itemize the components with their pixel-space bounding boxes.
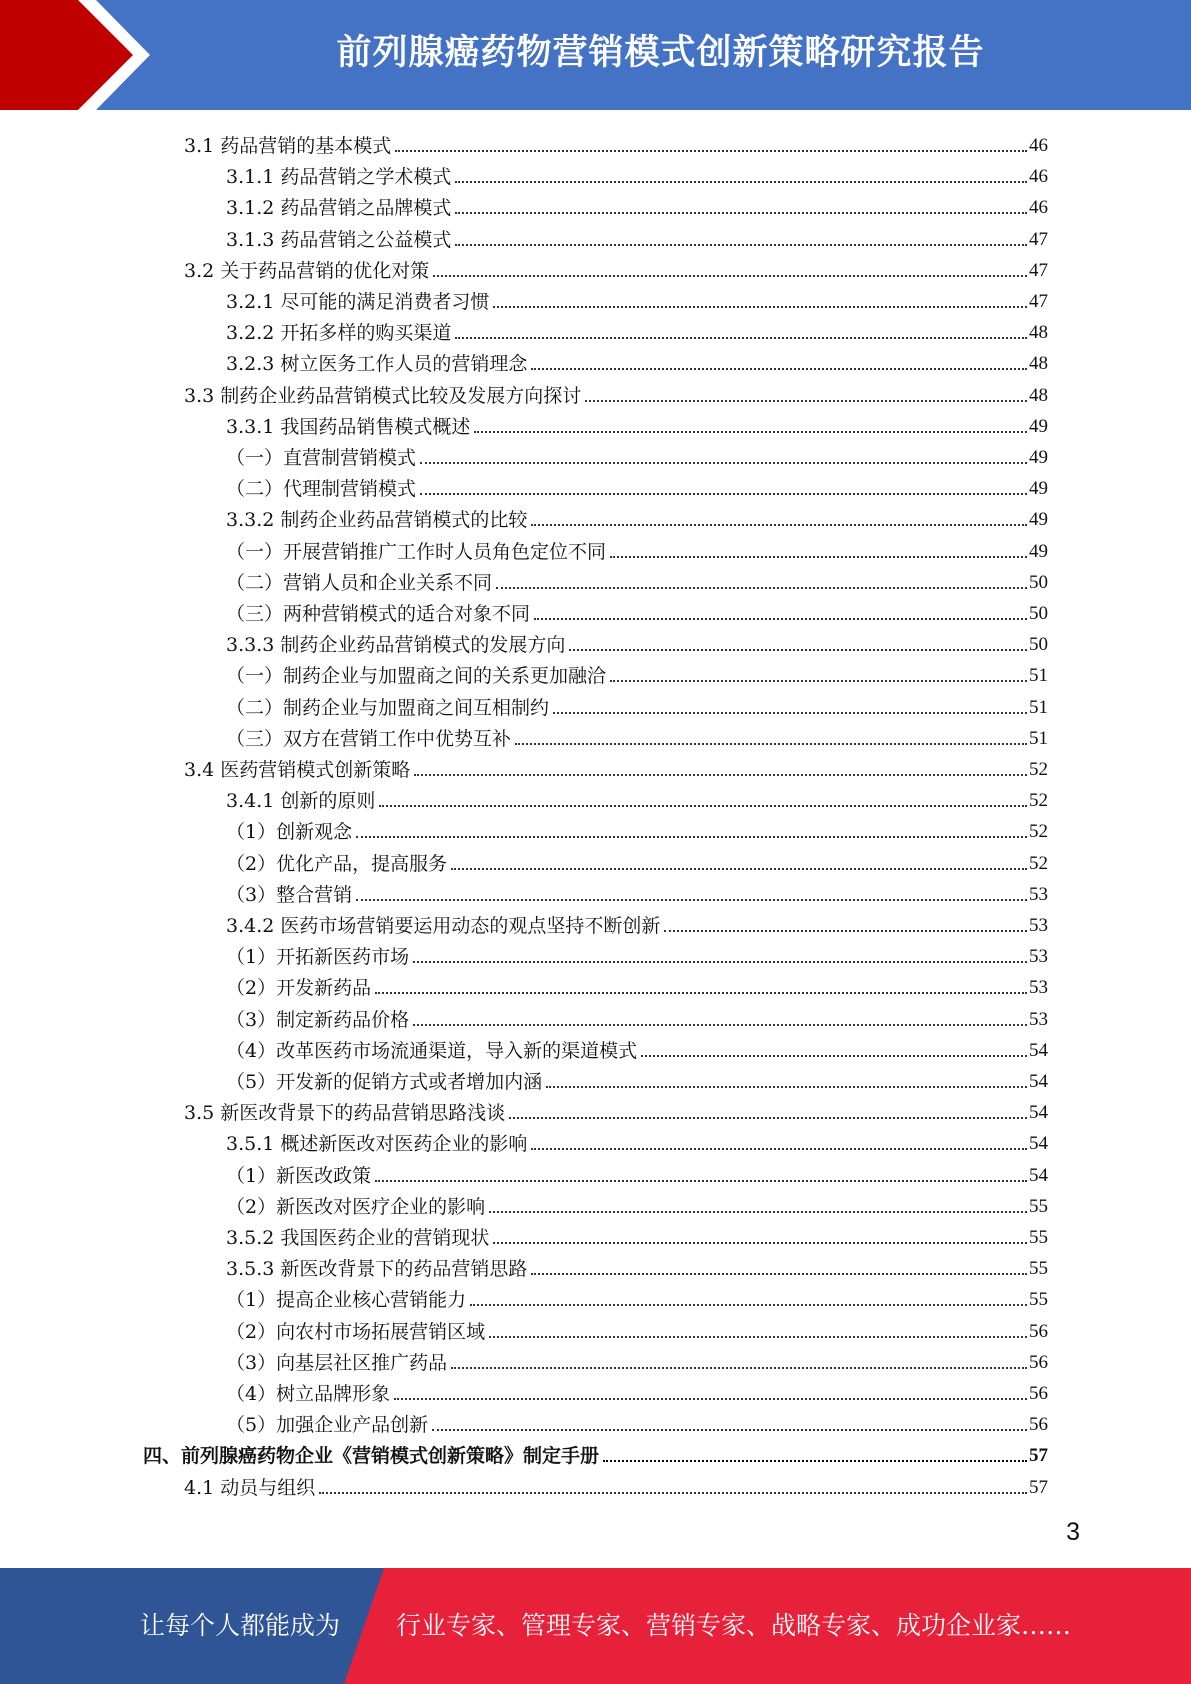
- toc-entry-label: 3.5.2 我国医药企业的营销现状: [226, 1227, 490, 1249]
- toc-entry[interactable]: [226, 814, 1048, 845]
- toc-entry-page: 46: [1029, 166, 1048, 188]
- toc-dot-leader: [356, 836, 1027, 838]
- toc-entry-page: 52: [1029, 821, 1048, 843]
- toc-dot-leader: [455, 212, 1027, 214]
- toc-entry-label: 3.3.1 我国药品销售模式概述: [226, 415, 471, 438]
- toc-entry[interactable]: [226, 658, 1048, 689]
- toc-entry[interactable]: [226, 409, 1048, 440]
- toc-entry[interactable]: [184, 253, 1048, 284]
- toc-entry-page: 47: [1029, 291, 1048, 312]
- toc-entry-page: 52: [1029, 759, 1048, 780]
- toc-entry-page: 52: [1029, 852, 1048, 874]
- toc-dot-leader: [493, 1242, 1027, 1244]
- toc-entry-page: 49: [1029, 415, 1048, 437]
- toc-entry-page: 54: [1029, 1164, 1048, 1186]
- toc-dot-leader: [433, 275, 1027, 277]
- toc-entry-page: 48: [1029, 353, 1048, 375]
- toc-entry-page: 46: [1029, 197, 1048, 219]
- toc-dot-leader: [534, 618, 1027, 620]
- toc-dot-leader: [319, 1492, 1027, 1494]
- toc-entry-label: （2）开发新药品: [226, 977, 372, 1000]
- toc-entry-page: 57: [1029, 1445, 1048, 1467]
- toc-entry-label: 3.2.3 树立医务工作人员的营销理念: [226, 353, 528, 376]
- toc-entry[interactable]: [226, 1282, 1048, 1313]
- toc-dot-leader: [414, 774, 1027, 776]
- toc-entry-label: （1）新医改政策: [226, 1164, 372, 1187]
- toc-entry-page: 49: [1029, 509, 1048, 531]
- toc-dot-leader: [664, 930, 1027, 932]
- toc-dot-leader: [553, 712, 1027, 714]
- toc-entry-page: 56: [1029, 1383, 1048, 1404]
- header-banner: [0, 0, 1191, 110]
- toc-entry-label: 3.2.1 尽可能的满足消费者习惯: [226, 291, 490, 313]
- toc-entry-label: 3.1.3 药品营销之公益模式: [226, 228, 452, 251]
- toc-dot-leader: [493, 306, 1027, 308]
- toc-dot-leader: [610, 556, 1027, 558]
- toc-dot-leader: [531, 1148, 1027, 1150]
- toc-dot-leader: [569, 649, 1027, 651]
- toc-entry[interactable]: [143, 1438, 1048, 1469]
- toc-dot-leader: [531, 368, 1027, 370]
- toc-entry-page: 50: [1029, 634, 1048, 656]
- footer-banner: [0, 1568, 1191, 1684]
- toc-entry-label: （5）开发新的促销方式或者增加内涵: [226, 1071, 543, 1093]
- toc-entry[interactable]: [226, 222, 1048, 253]
- toc-dot-leader: [531, 1273, 1027, 1275]
- toc-dot-leader: [515, 743, 1027, 745]
- toc-dot-leader: [641, 1055, 1027, 1057]
- toc-entry-page: 51: [1029, 696, 1048, 718]
- toc-entry-label: （3）整合营销: [226, 883, 353, 906]
- toc-entry-label: 3.5.3 新医改背景下的药品营销思路: [226, 1258, 528, 1281]
- toc-entry-page: 54: [1029, 1071, 1048, 1092]
- toc-dot-leader: [420, 462, 1027, 464]
- toc-entry[interactable]: [226, 939, 1048, 970]
- toc-entry-label: （一）制药企业与加盟商之间的关系更加融洽: [226, 665, 607, 688]
- toc-entry[interactable]: [226, 471, 1048, 502]
- toc-entry-label: （2）向农村市场拓展营销区域: [226, 1320, 486, 1343]
- toc-entry-page: 54: [1029, 1102, 1048, 1124]
- toc-entry-page: 49: [1029, 540, 1048, 562]
- toc-dot-leader: [395, 150, 1027, 152]
- toc-entry-page: 56: [1029, 1320, 1048, 1342]
- toc-entry-page: 53: [1029, 1008, 1048, 1030]
- toc-entry-label: （2）优化产品，提高服务: [226, 852, 448, 875]
- toc-dot-leader: [610, 680, 1027, 682]
- toc-entry-label: （二）制药企业与加盟商之间互相制约: [226, 696, 550, 719]
- toc-entry[interactable]: [226, 1407, 1048, 1438]
- toc-entry[interactable]: [226, 1064, 1048, 1095]
- toc-entry-page: 54: [1029, 1133, 1048, 1155]
- toc-entry-label: （二）代理制营销模式: [226, 478, 417, 501]
- toc-entry-page: 55: [1029, 1195, 1048, 1217]
- toc-dot-leader: [546, 1086, 1027, 1088]
- toc-entry[interactable]: [226, 346, 1048, 377]
- toc-entry-page: 56: [1029, 1351, 1048, 1373]
- toc-dot-leader: [451, 1367, 1027, 1369]
- toc-entry-page: 48: [1029, 384, 1048, 406]
- toc-dot-leader: [356, 899, 1027, 901]
- toc-entry[interactable]: [226, 596, 1048, 627]
- toc-entry-label: 3.4.2 医药市场营销要运用动态的观点坚持不断创新: [226, 915, 661, 937]
- toc-entry-label: 3.5.1 概述新医改对医药企业的影响: [226, 1133, 528, 1156]
- toc-entry-page: 53: [1029, 883, 1048, 905]
- toc-entry[interactable]: [226, 877, 1048, 908]
- toc-dot-leader: [394, 1398, 1027, 1400]
- toc-dot-leader: [474, 431, 1027, 433]
- toc-entry-page: 57: [1029, 1476, 1048, 1498]
- toc-entry-label: （4）改革医药市场流通渠道，导入新的渠道模式: [226, 1039, 638, 1062]
- toc-entry-label: 4.1 动员与组织: [184, 1476, 316, 1499]
- footer-slogan-left: 让每个人都能成为: [140, 1611, 341, 1640]
- toc-entry-label: （2）新医改对医疗企业的影响: [226, 1195, 486, 1218]
- toc-entry[interactable]: [226, 502, 1048, 533]
- toc-entry[interactable]: [226, 284, 1048, 315]
- toc-dot-leader: [413, 961, 1027, 963]
- toc-entry[interactable]: [184, 1095, 1048, 1126]
- toc-entry[interactable]: [226, 627, 1048, 658]
- toc-entry-label: 3.3 制药企业药品营销模式比较及发展方向探讨: [184, 384, 582, 407]
- toc-entry-page: 53: [1029, 915, 1048, 936]
- toc-entry-page: 55: [1029, 1227, 1048, 1248]
- toc-entry-page: 49: [1029, 478, 1048, 500]
- toc-entry-label: （3）制定新药品价格: [226, 1008, 410, 1031]
- toc-entry-label: （一）直营制营销模式: [226, 447, 417, 469]
- toc-entry-page: 55: [1029, 1289, 1048, 1311]
- toc-entry-page: 51: [1029, 665, 1048, 687]
- toc-entry-label: 3.3.2 制药企业药品营销模式的比较: [226, 509, 528, 532]
- toc-entry-label: （1）提高企业核心营销能力: [226, 1289, 467, 1312]
- toc-entry-page: 52: [1029, 790, 1048, 812]
- page-number: 3: [1066, 1518, 1080, 1546]
- toc-dot-leader: [413, 1024, 1027, 1026]
- toc-entry-label: （一）开展营销推广工作时人员角色定位不同: [226, 540, 607, 563]
- toc-entry-label: （1）开拓新医药市场: [226, 946, 410, 969]
- toc-entry-label: （三）双方在营销工作中优势互补: [226, 727, 512, 750]
- toc-entry[interactable]: [226, 1314, 1048, 1345]
- toc-entry-label: 3.1 药品营销的基本模式: [184, 135, 392, 157]
- toc-entry[interactable]: [226, 440, 1048, 471]
- document-title: 前列腺癌药物营销模式创新策略研究报告: [336, 33, 985, 73]
- toc-entry[interactable]: [226, 970, 1048, 1001]
- toc-entry-label: 3.3.3 制药企业药品营销模式的发展方向: [226, 634, 566, 657]
- toc-entry-page: 48: [1029, 322, 1048, 344]
- toc-entry[interactable]: [226, 1345, 1048, 1376]
- toc-dot-leader: [489, 1211, 1027, 1213]
- header-arrow-graphic: [0, 0, 160, 110]
- toc-entry-page: 55: [1029, 1258, 1048, 1280]
- toc-entry-label: （4）树立品牌形象: [226, 1383, 391, 1405]
- toc-entry-page: 54: [1029, 1039, 1048, 1061]
- toc-dot-leader: [375, 992, 1027, 994]
- toc-entry[interactable]: [226, 315, 1048, 346]
- toc-entry[interactable]: [226, 159, 1048, 190]
- toc-entry-label: （5）加强企业产品创新: [226, 1414, 429, 1437]
- toc-entry[interactable]: [226, 721, 1048, 752]
- toc-dot-leader: [585, 400, 1027, 402]
- toc-entry[interactable]: [226, 1376, 1048, 1407]
- toc-entry[interactable]: [226, 846, 1048, 877]
- toc-dot-leader: [489, 1336, 1027, 1338]
- toc-entry-page: 46: [1029, 135, 1048, 156]
- toc-entry[interactable]: [226, 1158, 1048, 1189]
- toc-dot-leader: [470, 1304, 1027, 1306]
- toc-entry-page: 50: [1029, 603, 1048, 624]
- toc-entry-label: （二）营销人员和企业关系不同: [226, 571, 493, 594]
- toc-entry[interactable]: [184, 1470, 1048, 1501]
- toc-entry-page: 50: [1029, 571, 1048, 593]
- toc-entry-label: 3.1.1 药品营销之学术模式: [226, 166, 452, 189]
- toc-entry[interactable]: [226, 565, 1048, 596]
- toc-entry[interactable]: [226, 1126, 1048, 1157]
- toc-dot-leader: [379, 805, 1027, 807]
- toc-entry-label: 四、前列腺癌药物企业《营销模式创新策略》制定手册: [143, 1445, 600, 1468]
- toc-entry-label: 3.5 新医改背景下的药品营销思路浅谈: [184, 1102, 506, 1125]
- toc-entry-page: 53: [1029, 946, 1048, 968]
- toc-entry-page: 49: [1029, 447, 1048, 468]
- toc-entry[interactable]: [226, 1002, 1048, 1033]
- toc-entry[interactable]: [226, 190, 1048, 221]
- toc-dot-leader: [531, 524, 1027, 526]
- footer-slogan-right: 行业专家、管理专家、营销专家、战略专家、成功企业家……: [396, 1611, 1072, 1640]
- toc-entry-label: 3.4 医药营销模式创新策略: [184, 759, 411, 781]
- toc-dot-leader: [603, 1460, 1027, 1462]
- toc-dot-leader: [509, 1117, 1027, 1119]
- toc-dot-leader: [496, 587, 1027, 589]
- toc-entry[interactable]: [184, 128, 1048, 159]
- toc-dot-leader: [451, 868, 1027, 870]
- toc-entry[interactable]: [226, 1033, 1048, 1064]
- toc-entry-label: 3.2.2 开拓多样的购买渠道: [226, 322, 452, 345]
- toc-entry-label: （三）两种营销模式的适合对象不同: [226, 603, 531, 625]
- toc-entry-label: （3）向基层社区推广药品: [226, 1351, 448, 1374]
- toc-entry[interactable]: [226, 908, 1048, 939]
- toc-entry[interactable]: [226, 1220, 1048, 1251]
- toc-dot-leader: [455, 337, 1027, 339]
- toc-dot-leader: [455, 244, 1027, 246]
- toc-entry[interactable]: [226, 534, 1048, 565]
- toc-entry-page: 56: [1029, 1414, 1048, 1436]
- toc-entry[interactable]: [226, 690, 1048, 721]
- toc-entry-label: 3.1.2 药品营销之品牌模式: [226, 197, 452, 220]
- toc-dot-leader: [432, 1429, 1027, 1431]
- toc-entry-page: 51: [1029, 727, 1048, 749]
- toc-entry[interactable]: [226, 783, 1048, 814]
- toc-entry-label: 3.4.1 创新的原则: [226, 790, 376, 813]
- toc-entry[interactable]: [184, 378, 1048, 409]
- toc-entry-page: 47: [1029, 228, 1048, 250]
- toc-entry-label: 3.2 关于药品营销的优化对策: [184, 259, 430, 282]
- toc-dot-leader: [375, 1180, 1027, 1182]
- toc-dot-leader: [455, 181, 1027, 183]
- toc-entry-page: 53: [1029, 977, 1048, 999]
- toc-entry[interactable]: [226, 1189, 1048, 1220]
- toc-entry[interactable]: [226, 1251, 1048, 1282]
- toc-entry-page: 47: [1029, 259, 1048, 281]
- toc-dot-leader: [420, 493, 1027, 495]
- toc-entry[interactable]: [184, 752, 1048, 783]
- toc-entry-label: （1）创新观念: [226, 821, 353, 844]
